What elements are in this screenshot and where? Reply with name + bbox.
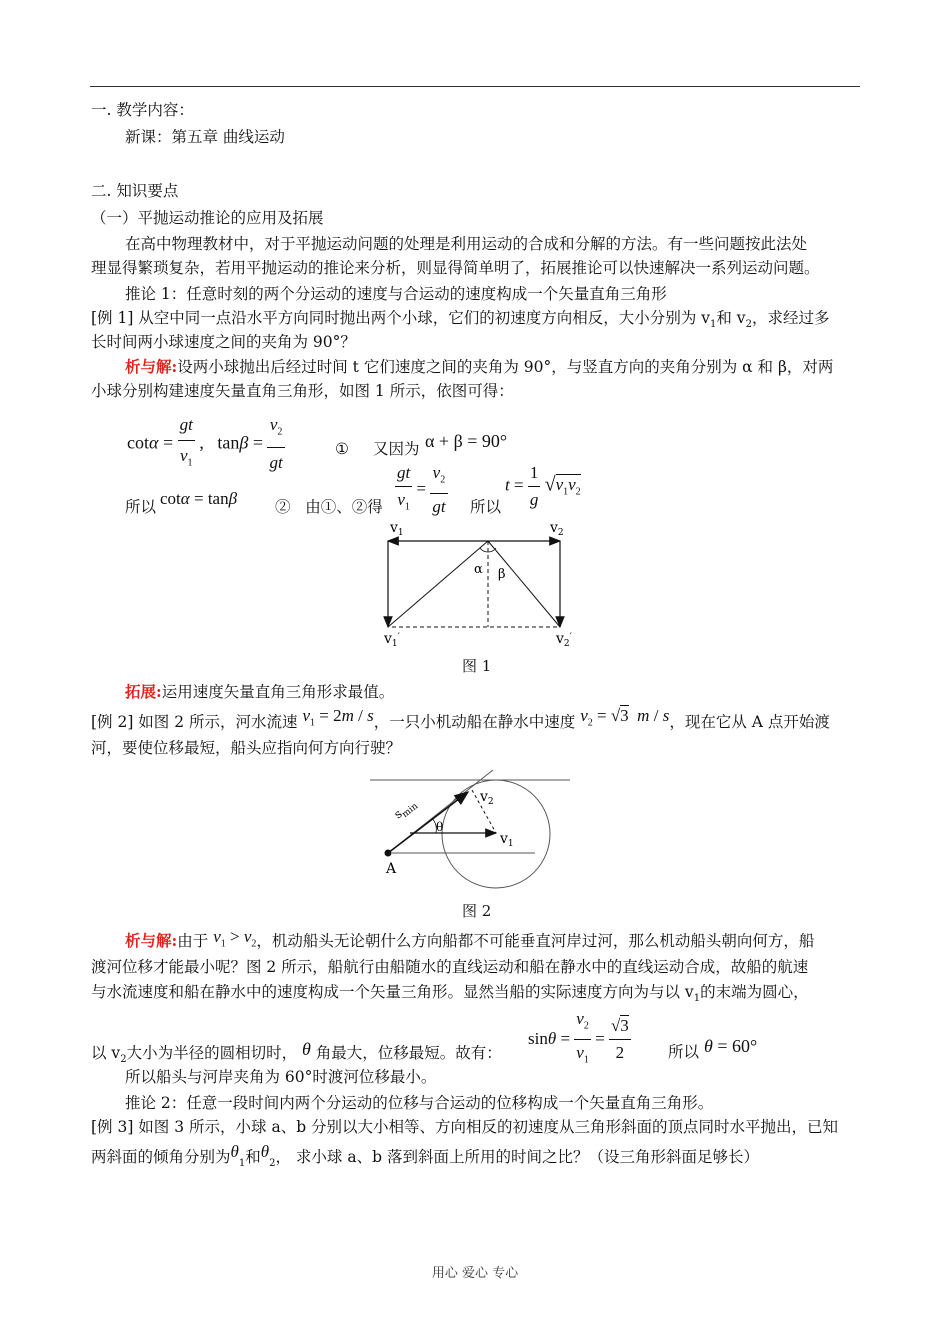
inference-2: 推论 2：任意一段时间内两个分运动的位移与合运动的位移构成一个矢量直角三角形。: [125, 1094, 714, 1112]
heading-teaching-content: 一. 教学内容：: [91, 101, 194, 119]
analysis-1-line2: 小球分别构建速度矢量直角三角形，如图 1 所示，依图可得：: [91, 382, 514, 400]
example-2-line1: [例 2] 如图 2 所示，河水流速 $v_1 = 2m / s$，一只小机动船在静水中速度 $v_2 = √3$ m / s，现在它从 A 点开始渡: [91, 706, 830, 731]
example-3-line1: [例 3] 如图 3 所示，小球 a、b 分别以大小相等、方向相反的初速度从三角形斜面的顶点同时水平抛出，已知: [91, 1118, 839, 1136]
para1-line2: 理显得繁琐复杂，若用平抛运动的推论来分析，则显得简单明了，拓展推论可以快速解决一系列运动问题。: [91, 259, 820, 277]
example-1-line2: 长时间两小球速度之间的夹角为 90°？: [91, 333, 356, 351]
analysis-label: 析与解:: [125, 357, 178, 376]
fig1-label-v1: $v_1$: [390, 520, 404, 538]
example-3-line2: 两斜面的倾角分别为$\theta_1$和$\theta_2$， 求小球 a、b 落到斜面上所用的时间之比？（设三角形斜面足够长）: [91, 1142, 759, 1170]
analysis-1-line1: 析与解:设两小球抛出后经过时间 t 它们速度之间的夹角为 90°，与竖直方向的夹角分别为 α 和 β，对两: [125, 357, 834, 376]
eq-time: t = $\frac{1}{g}$ $√v_1v_2$: [505, 460, 581, 513]
fig1-label-v2-prime: $v_2'$: [556, 631, 572, 649]
inference-1: 推论 1：任意时刻的两个分运动的速度与合运动的速度构成一个矢量直角三角形: [125, 285, 667, 303]
fig1-label-v2: $v_2$: [550, 520, 564, 538]
eq-cot-tan: cotα = tanβ: [160, 489, 238, 508]
fig2-label-v1: $v_1$: [500, 831, 514, 849]
so-1: 所以: [125, 498, 157, 516]
conclusion-2: 所以船头与河岸夹角为 60°时渡河位移最小。: [125, 1068, 437, 1086]
header-rule: [90, 86, 860, 87]
circle-2: ② 由①、②得: [275, 498, 383, 516]
circle-1: ①: [335, 440, 349, 458]
eq-alpha-beta-sum: α + β = 90°: [425, 431, 508, 451]
para1-line1: 在高中物理教材中，对于平抛运动问题的处理是利用运动的合成和分解的方法。有一些问题按此法处: [125, 235, 808, 253]
fig2-point-A: A: [386, 861, 397, 877]
subheading-1: （一）平抛运动推论的应用及拓展: [91, 209, 324, 227]
so-3: 所以: [668, 1043, 700, 1061]
eq-sin-theta: sinθ = $\frac{v_2}{v_1}$ = $\frac{√3}{2}$: [528, 1006, 631, 1074]
fig2-label-v2: $v_2$: [480, 789, 494, 807]
eq-ratio: $\frac{gt}{v_1}$ = $\frac{v_2}{gt}$: [395, 460, 448, 520]
fig1-alpha: α: [474, 562, 483, 577]
fig1-label-v1-prime: $v_1'$: [384, 631, 400, 649]
eq-cot-alpha: cotα = $\frac{gt}{v_1}$ , tanβ = $\frac{v_2}{gt}$: [127, 410, 285, 478]
analysis-2-line1: 析与解:由于 $v_1 > v_2$，机动船头无论朝什么方向船都不可能垂直河岸过河，那么机动船头朝向何方，船: [125, 927, 815, 950]
fig1-beta: β: [498, 567, 506, 582]
example-1-line1: [例 1] 从空中同一点沿水平方向同时抛出两个小球，它们的初速度方向相反，大小分别为 $v_1$和 $v_2$，求经过多: [91, 309, 830, 331]
figure-2-caption: 图 2: [462, 902, 492, 920]
extension: 拓展:运用速度矢量直角三角形求最值。: [125, 682, 395, 701]
figure-2: [370, 764, 580, 899]
fig2-smin: $s_{min}$: [391, 801, 421, 822]
heading-knowledge: 二. 知识要点: [91, 182, 179, 200]
also-because: 又因为: [373, 440, 420, 458]
new-lesson: 新课：第五章 曲线运动: [125, 128, 285, 146]
analysis-2-line3: 与水流速度和船在静水中的速度构成一个矢量三角形。显然当船的实际速度方向为与以 $v_1$的末端为圆心，: [91, 983, 809, 1005]
analysis-2-line2: 渡河位移才能最小呢？图 2 所示，船航行由船随水的直线运动和船在静水中的直线运动合成，故船的航速: [91, 958, 809, 976]
figure-1: [370, 515, 590, 665]
figure-1-caption: 图 1: [462, 657, 492, 675]
eq-theta-60: θ = 60°: [704, 1036, 758, 1056]
extension-label: 拓展:: [125, 682, 162, 701]
so-2: 所以: [470, 498, 502, 516]
fig2-theta: θ: [436, 820, 444, 834]
example-2-line2: 河，要使位移最短，船头应指向何方向行驶？: [91, 739, 402, 757]
analysis-2-line4: 以 $v_2$大小为半径的圆相切时， θ 角最大，位移最短。故有：: [91, 1039, 502, 1066]
page-footer: 用心 爱心 专心: [431, 1266, 519, 1281]
